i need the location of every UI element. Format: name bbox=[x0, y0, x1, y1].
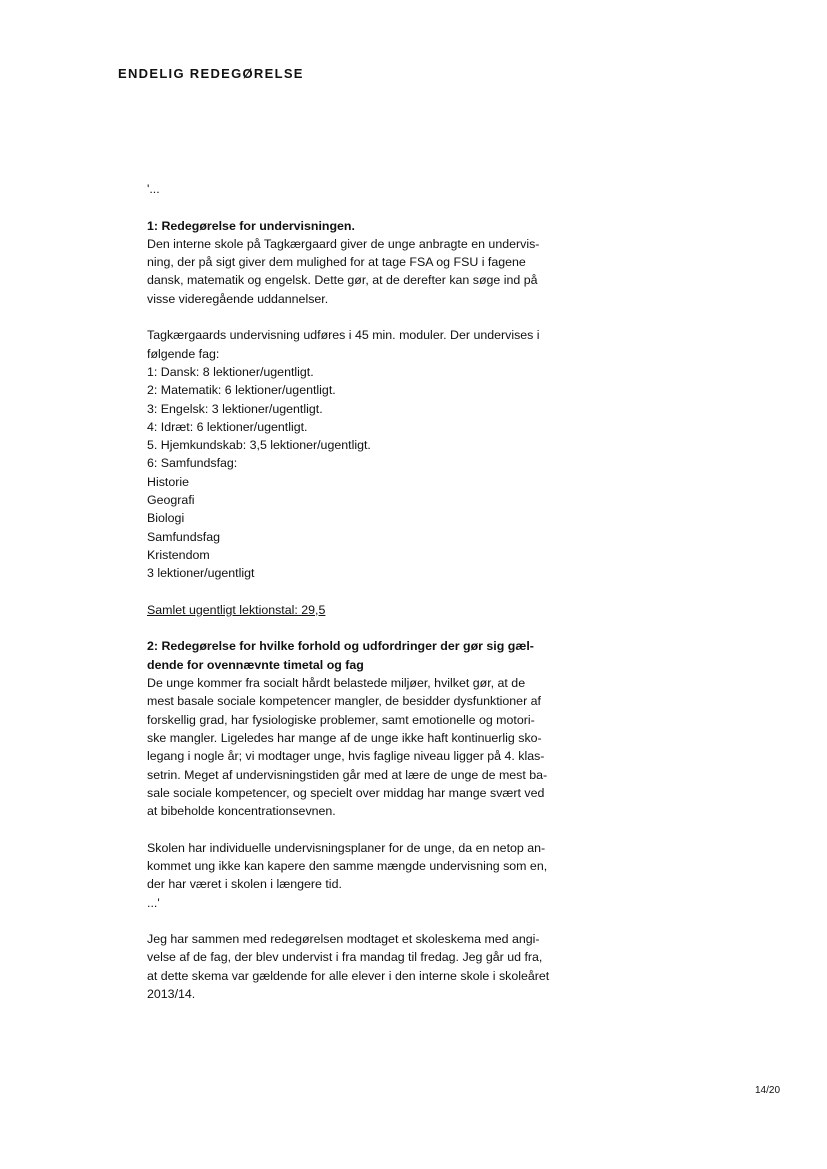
quote-open: '... bbox=[147, 182, 160, 196]
paragraph-line: kommet ung ikke kan kapere den samme mængde undervisning som en, bbox=[147, 858, 548, 873]
paragraph-line: Den interne skole på Tagkærgaard giver de unge anbragte en undervis- bbox=[147, 236, 540, 251]
quote-close: ...' bbox=[147, 895, 160, 910]
paragraph-line: setrin. Meget af undervisningstiden går med at lære de unge de mest ba- bbox=[147, 767, 548, 782]
page-number: 14/20 bbox=[755, 1085, 781, 1096]
paragraph-line: sale sociale kompetencer, og specielt over middag har mange svært ved bbox=[147, 785, 545, 800]
paragraph-line: der har været i skolen i længere tid. bbox=[147, 877, 342, 892]
subject-item: Biologi bbox=[147, 511, 185, 526]
total-lessons: Samlet ugentligt lektionstal: 29,5 bbox=[147, 602, 326, 617]
subject-item: 3: Engelsk: 3 lektioner/ugentligt. bbox=[147, 401, 323, 416]
subject-item: 5. Hjemkundskab: 3,5 lektioner/ugentligt. bbox=[147, 438, 371, 453]
paragraph-line: dansk, matematik og engelsk. Dette gør, at de derefter kan søge ind på bbox=[147, 273, 538, 288]
paragraph-line: Jeg har sammen med redegørelsen modtaget et skoleskema med angi- bbox=[147, 932, 540, 947]
subject-item: Kristendom bbox=[147, 547, 210, 562]
section2-heading: 2: Redegørelse for hvilke forhold og udfordringer der gør sig gæl- bbox=[147, 639, 534, 654]
paragraph-line: 2013/14. bbox=[147, 987, 196, 1002]
subject-item: Historie bbox=[147, 474, 189, 489]
paragraph-line: velse af de fag, der blev undervist i fra mandag til fredag. Jeg går ud fra, bbox=[147, 950, 543, 965]
subject-item: Samfundsfag bbox=[147, 529, 221, 544]
paragraph-line: legang i nogle år; vi modtager unge, hvis faglige niveau ligger på 4. klas- bbox=[147, 749, 545, 764]
subject-item: 4: Idræt: 6 lektioner/ugentligt. bbox=[147, 419, 308, 434]
document-body bbox=[147, 180, 587, 1003]
subject-item: 6: Samfundsfag: bbox=[147, 456, 238, 471]
paragraph-line: Tagkærgaards undervisning udføres i 45 min. moduler. Der undervises i bbox=[147, 328, 540, 343]
paragraph-line: forskellig grad, har fysiologiske problemer, samt emotionelle og motori- bbox=[147, 712, 535, 727]
paragraph-line: at dette skema var gældende for alle elever i den interne skole i skoleåret bbox=[147, 968, 550, 983]
paragraph-line: at bibeholde koncentrationsevnen. bbox=[147, 804, 336, 819]
paragraph-line: ske mangler. Ligeledes har mange af de unge ikke haft kontinuerlig sko- bbox=[147, 730, 542, 745]
paragraph-line: Skolen har individuelle undervisningsplaner for de unge, da en netop an- bbox=[147, 840, 546, 855]
paragraph-line: ning, der på sigt giver dem mulighed for at tage FSA og FSU i fagene bbox=[147, 255, 526, 270]
section2-heading: dende for ovennævnte timetal og fag bbox=[147, 657, 364, 672]
section1-heading: 1: Redegørelse for undervisningen. bbox=[147, 218, 355, 233]
subject-item: 3 lektioner/ugentligt bbox=[147, 566, 255, 581]
paragraph-line: visse videregående uddannelser. bbox=[147, 291, 329, 306]
subject-item: 2: Matematik: 6 lektioner/ugentligt. bbox=[147, 383, 336, 398]
page-title: ENDELIG REDEGØRELSE bbox=[118, 66, 304, 81]
paragraph-line: mest basale sociale kompetencer mangler, de besidder dysfunktioner af bbox=[147, 694, 541, 709]
paragraph-line: De unge kommer fra socialt hårdt belastede miljøer, hvilket gør, at de bbox=[147, 676, 526, 691]
subject-item: 1: Dansk: 8 lektioner/ugentligt. bbox=[147, 364, 314, 379]
subject-item: Geografi bbox=[147, 493, 195, 508]
paragraph-line: følgende fag: bbox=[147, 346, 220, 361]
